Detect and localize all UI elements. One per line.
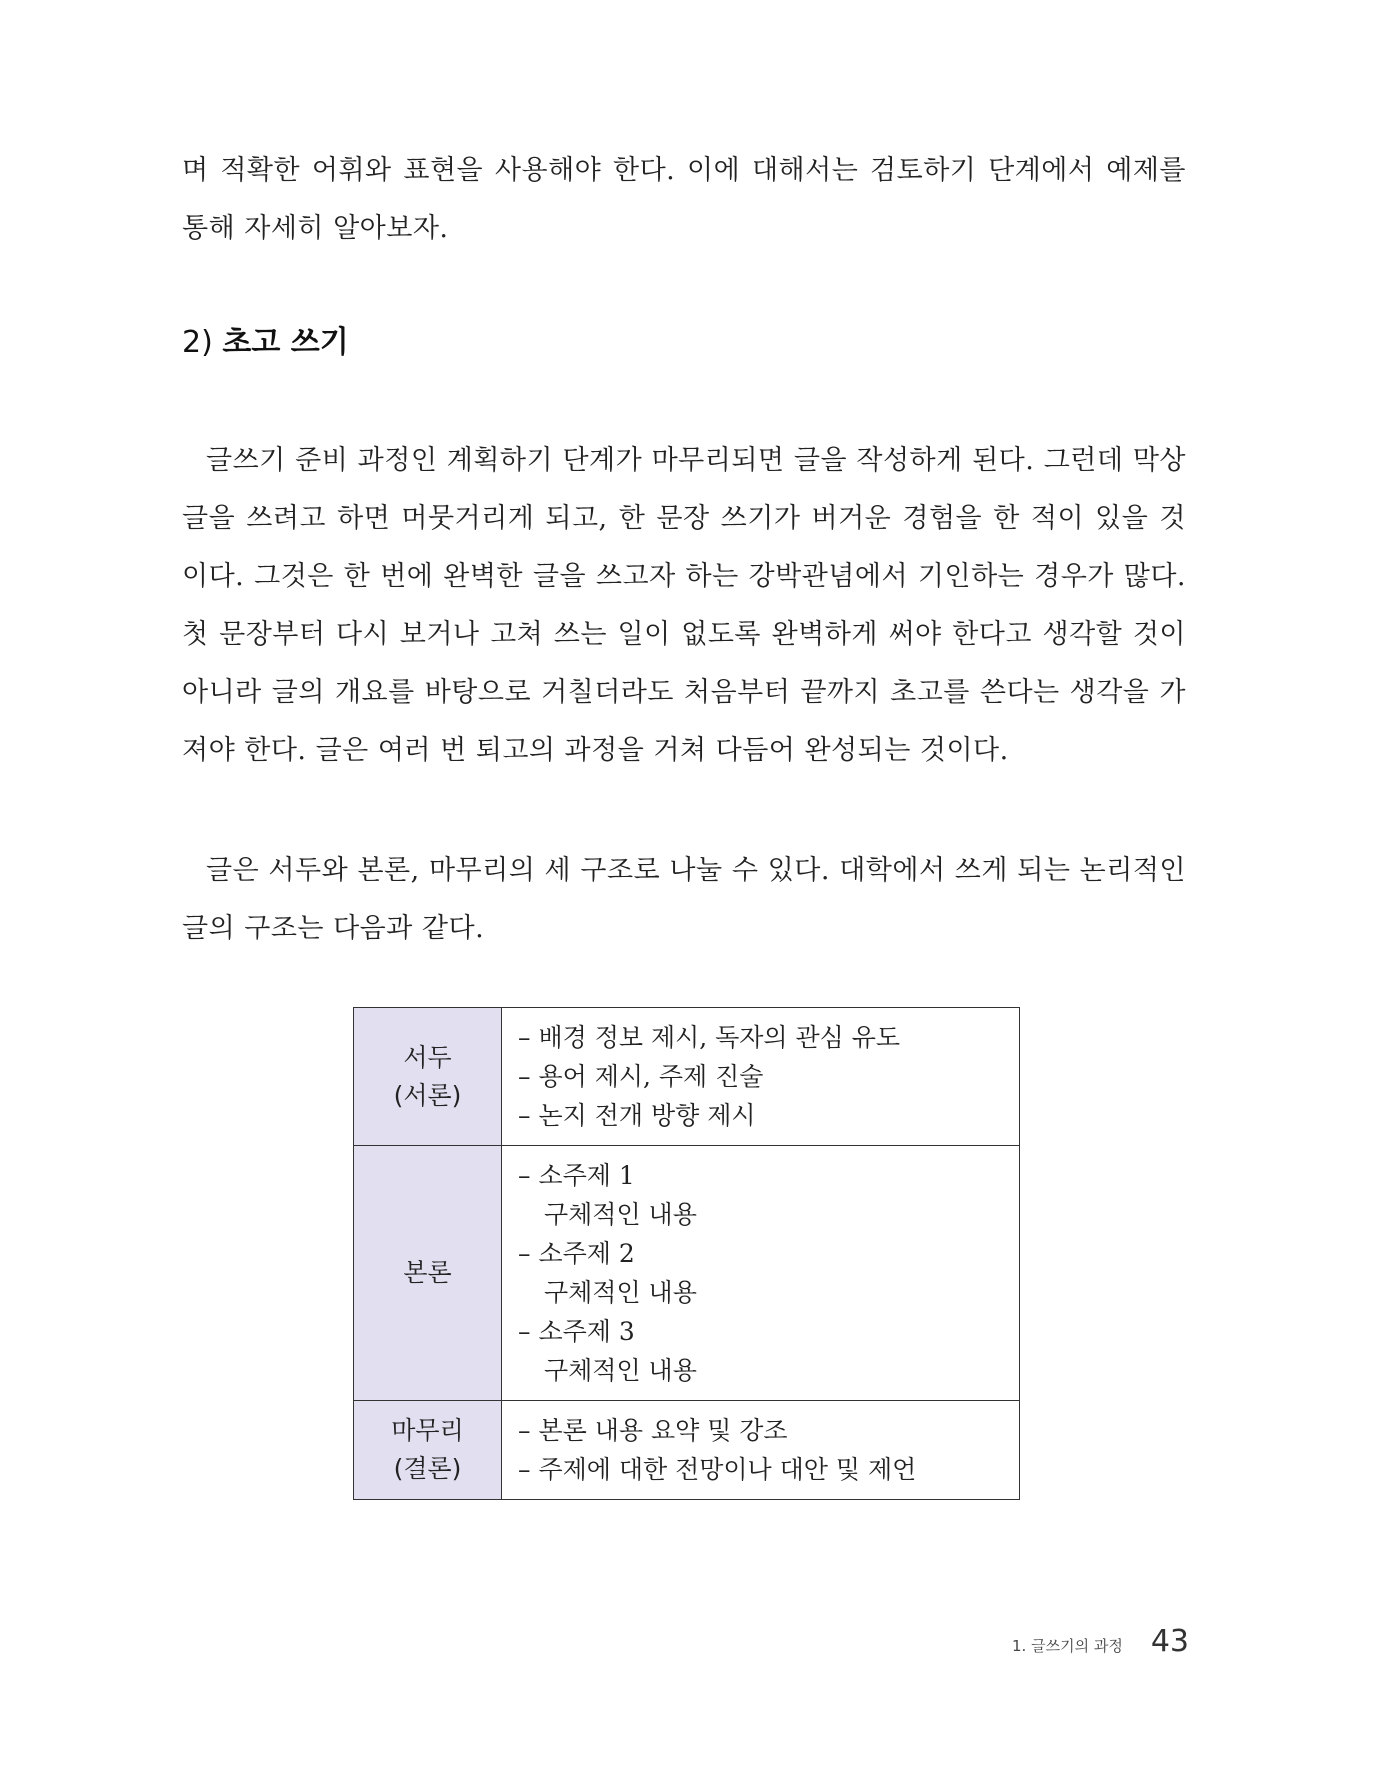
content-line-sub: 구체적인 내용 [544,1200,697,1229]
row-label-sub: (서론) [393,1080,462,1110]
intro-paragraph [182,142,1186,258]
content-line: – 배경 정보 제시, 독자의 관심 유도 [518,1023,901,1052]
content-line: – 본론 내용 요약 및 강조 [518,1416,788,1445]
section-heading [182,318,349,368]
table-row-intro [354,1008,1020,1146]
content-line: – 용어 제시, 주제 진술 [518,1062,764,1091]
content-line: – 소주제 2 [518,1239,635,1268]
paragraph-text: 글은 서두와 본론, 마무리의 세 구조로 나눌 수 있다. 대학에서 쓰게 되는 논리적인 글의 구조는 다음과 같다. [182,855,1186,944]
footer-chapter-title: 1. 글쓰기의 과정 [1012,1637,1123,1655]
section-number: 2) [182,325,213,360]
table-row-body [354,1146,1020,1401]
row-label: 서두 [403,1042,452,1072]
content-line-sub: 구체적인 내용 [544,1278,697,1307]
row-label: 마무리 [391,1416,464,1445]
row-label-cell [354,1008,502,1146]
row-content-cell [502,1008,1020,1146]
section-title: 초고 쓰기 [222,325,349,360]
body-paragraph-1 [182,432,1186,780]
intro-text: 며 적확한 어휘와 표현을 사용해야 한다. 이에 대해서는 검토하기 단계에서 예제를 통해 자세히 알아보자. [182,155,1186,244]
content-line: – 논지 전개 방향 제시 [518,1101,756,1130]
body-paragraph-2 [182,842,1186,958]
row-label-cell [354,1401,502,1500]
row-label-cell [354,1146,502,1401]
page-number: 43 [1150,1624,1189,1659]
row-label: 본론 [403,1258,452,1287]
content-line: – 소주제 3 [518,1317,635,1346]
structure-table [353,1007,1020,1500]
content-line-sub: 구체적인 내용 [544,1356,697,1385]
row-content-cell [502,1146,1020,1401]
content-line: – 소주제 1 [518,1161,635,1190]
row-content-cell [502,1401,1020,1500]
table-row-conclusion [354,1401,1020,1500]
page-footer [1012,1624,1189,1659]
content-line: – 주제에 대한 전망이나 대안 및 제언 [518,1455,917,1484]
paragraph-text: 글쓰기 준비 과정인 계획하기 단계가 마무리되면 글을 작성하게 된다. 그런데 막상 글을 쓰려고 하면 머뭇거리게 되고, 한 문장 쓰기가 버거운 경험을 한 적이 있을 것이다. 그것은 한 번에 완벽한 글을 쓰고자 하는 강박관념에서 기인하는 경우가 많다. 첫 문장부터 다시 보거나 고쳐 쓰는 일이 없도록 완벽하게 써야 한다고 생각할 것이 아니라 글의 개요를 바탕으로 거칠더라도 처음부터 끝까지 초고를 쓴다는 생각을 가져야 한다. 글은 여러 번 퇴고의 과정을 거쳐 다듬어 완성되는 것이다. [182,445,1186,766]
row-label-sub: (결론) [393,1454,462,1483]
